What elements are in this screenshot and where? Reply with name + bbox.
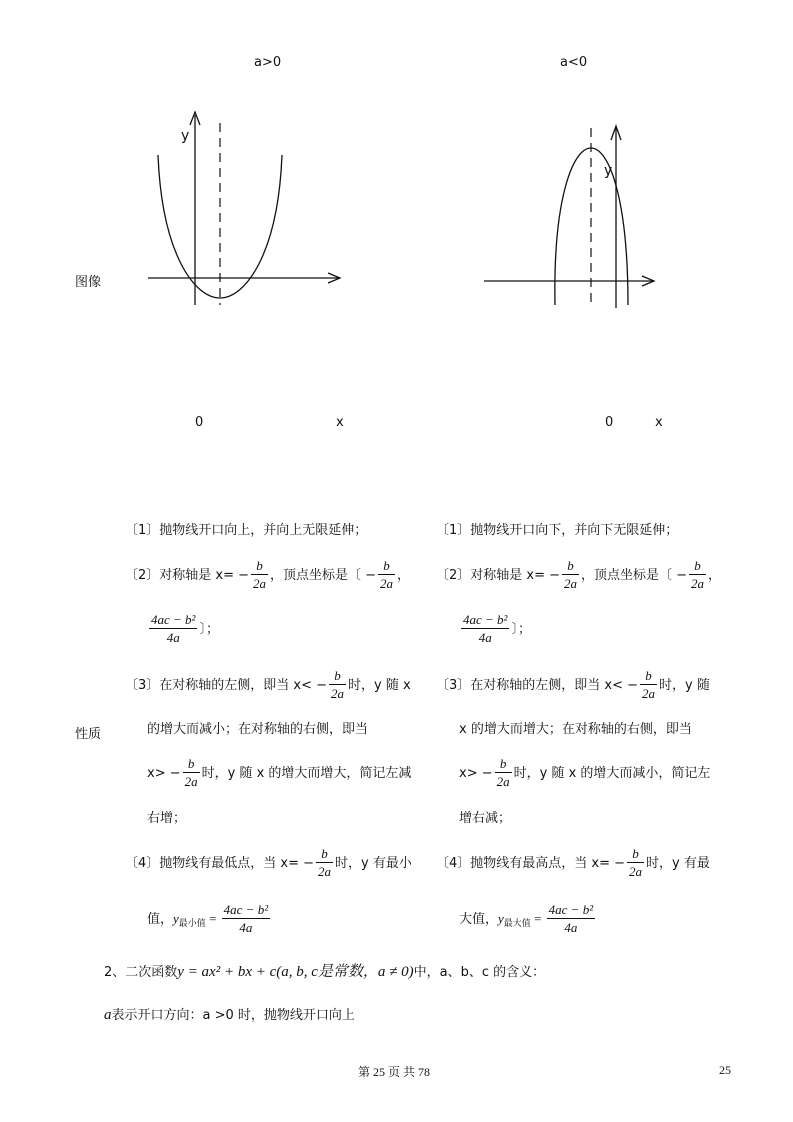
left-prop-3-line2: 的增大而减小；在对称轴的右侧，即当 [147, 722, 369, 737]
left-origin-label: 0 [195, 415, 204, 430]
left-prop-2-vertex-y: $\frac{\text{4ac − b²}}{4a}$ 〕； [151, 612, 219, 645]
section-2-a-meaning: a表示开口方向：a >0 时，抛物线开口向上 [104, 1007, 355, 1023]
section-2-intro: 2、二次函数y = ax² + bx + c(a, b, c是常数，a ≠ 0)中，a、b、c 的含义： [104, 964, 546, 980]
right-prop-2: 〔2〕对称轴是 x= − $\frac{b}{2a}$ ，顶点坐标是〔 − $\frac{b}{2a}$ ， [436, 558, 722, 591]
right-prop-4-max-value: 大值，$y_{最大值}$ = $\frac{\text{4ac − b²}}{4a}$ [459, 902, 594, 935]
downward-parabola-graph [478, 118, 663, 313]
left-prop-4-min-value: 值，$y_{最小值}$ = $\frac{\text{4ac − b²}}{4a}$ [147, 902, 269, 935]
left-graph-title: a>0 [254, 55, 282, 70]
page-footer-center: 第 25 页 共 78 [358, 1065, 431, 1079]
left-y-label: y [181, 128, 190, 144]
right-x-label: x [655, 415, 663, 430]
page-number: 25 [719, 1063, 731, 1077]
right-prop-3: 〔3〕在对称轴的左侧，即当 x< − $\frac{b}{2a}$ 时，y 随 [436, 668, 710, 701]
left-prop-1: 〔1〕抛物线开口向上，并向上无限延伸； [125, 523, 368, 538]
left-prop-3: 〔3〕在对称轴的左侧，即当 x< − $\frac{b}{2a}$ 时，y 随 x [125, 668, 411, 701]
right-origin-label: 0 [605, 415, 614, 430]
left-prop-3-line3: x> − $\frac{b}{2a}$ 时，y 随 x 的增大而增大，简记左减 [147, 756, 412, 789]
upward-parabola-graph [140, 105, 345, 310]
left-prop-4: 〔4〕抛物线有最低点，当 x= − $\frac{b}{2a}$ 时，y 有最小 [125, 846, 412, 879]
right-prop-4: 〔4〕抛物线有最高点，当 x= − $\frac{b}{2a}$ 时，y 有最 [436, 846, 710, 879]
right-prop-3-line3: x> − $\frac{b}{2a}$ 时，y 随 x 的增大而减小，简记左 [459, 756, 711, 789]
right-prop-3-line4: 增右减； [459, 811, 512, 826]
properties-row-label: 性质 [75, 727, 102, 742]
image-row-label: 图像 [75, 275, 102, 290]
right-prop-1: 〔1〕抛物线开口向下，并向下无限延伸； [436, 523, 679, 538]
right-graph-title: a<0 [560, 55, 588, 70]
left-prop-2: 〔2〕对称轴是 x= − $\frac{b}{2a}$ ，顶点坐标是〔 − $\frac{b}{2a}$ ， [125, 558, 411, 591]
right-prop-3-line2: x 的增大而增大；在对称轴的右侧，即当 [459, 722, 692, 737]
right-y-label: y [604, 163, 613, 179]
left-prop-3-line4: 右增； [147, 811, 187, 826]
left-x-label: x [336, 415, 344, 430]
right-prop-2-vertex-y: $\frac{\text{4ac − b²}}{4a}$ 〕； [463, 612, 531, 645]
